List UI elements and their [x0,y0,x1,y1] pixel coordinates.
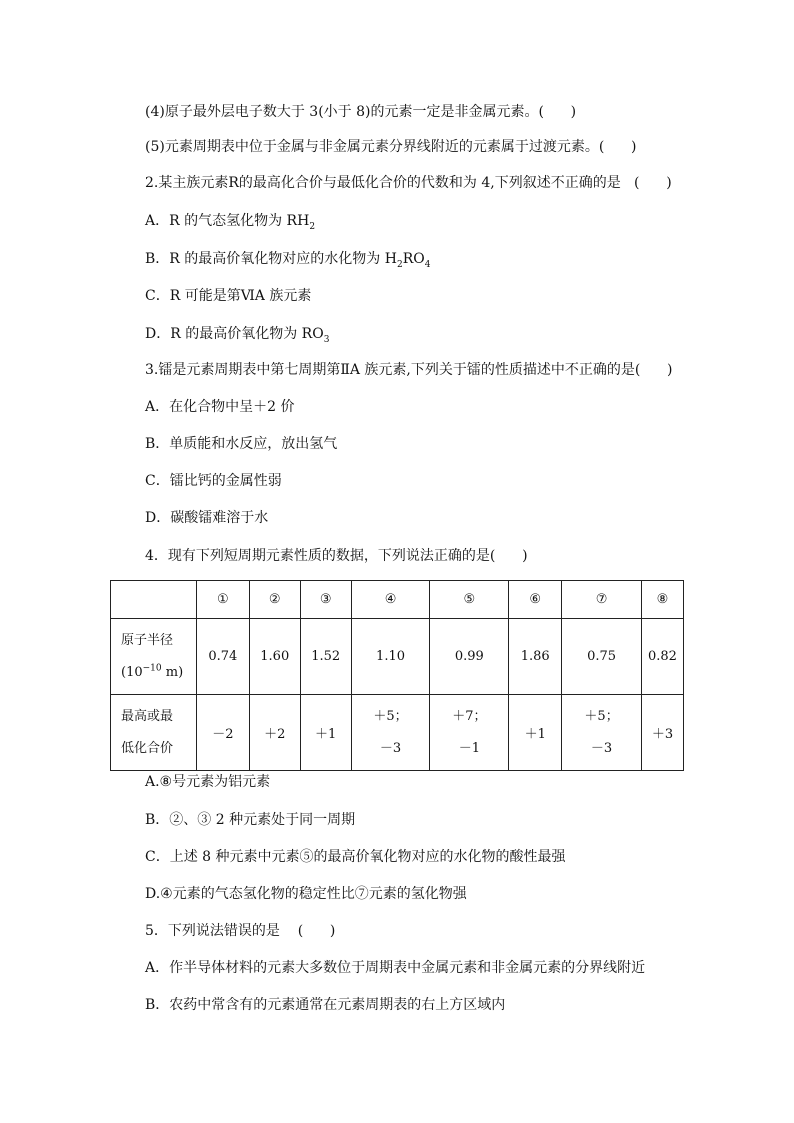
question-3-option-b: B．单质能和水反应，放出氢气 [145,436,338,452]
table-row-radius [111,619,684,695]
table-cell: 0.75 [562,619,642,695]
table-cell: 1.60 [249,619,300,695]
table-header-row [111,581,684,619]
question-1-item-5: (5)元素周期表中位于金属与非金属元素分界线附近的元素属于过渡元素。( ) [145,139,637,155]
question-2-option-c: C．R 可能是第ⅥA 族元素 [145,288,312,304]
table-row-valence [111,695,684,771]
table-cell: ＋1 [509,695,562,771]
table-cell: 1.52 [300,619,351,695]
table-cell: ＋5； －3 [562,695,642,771]
header-cell: ⑧ [641,581,683,619]
row-label-valence: 最高或最 低化合价 [111,695,197,771]
question-4-option-a: A.⑧号元素为铝元素 [145,774,271,790]
question-4-option-b: B．②、③ 2 种元素处于同一周期 [145,812,356,828]
question-4-stem: 4．现有下列短周期元素性质的数据，下列说法正确的是( ) [145,548,528,564]
question-1-item-4: (4)原子最外层电子数大于 3(小于 8)的元素一定是非金属元素。( ) [145,104,577,120]
question-4-option-c: C．上述 8 种元素中元素⑤的最高价氧化物对应的水化物的酸性最强 [145,849,566,865]
question-5-option-b: B．农药中常含有的元素通常在元素周期表的右上方区域内 [145,997,506,1013]
question-2-stem: 2.某主族元素R的最高化合价与最低化合价的代数和为 4,下列叙述不正确的是 ( ) [145,175,672,191]
table-cell: ＋1 [300,695,351,771]
header-cell: ⑥ [509,581,562,619]
table-cell: ＋7； －1 [430,695,509,771]
question-4-option-d: D.④元素的气态氢化物的稳定性比⑦元素的氢化物强 [145,886,467,902]
question-2-option-a: A．R 的气态氢化物为 $RH_2$ [145,213,316,232]
table-cell: 1.10 [351,619,430,695]
question-2-option-d: D．R 的最高价氧化物为 $RO_3$ [145,326,330,345]
table-cell: 0.99 [430,619,509,695]
row-label-radius: 原子半径 ($10^{-10}$ m) [111,619,197,695]
table-corner-cell [111,581,197,619]
question-5-stem: 5．下列说法错误的是 ( ) [145,923,336,939]
element-data-table [110,580,684,771]
table-cell: ＋2 [249,695,300,771]
question-3-option-d: D．碳酸镭难溶于水 [145,510,269,526]
question-5-option-a: A．作半导体材料的元素大多数位于周期表中金属元素和非金属元素的分界线附近 [145,960,646,976]
table-cell: 1.86 [509,619,562,695]
question-3-stem: 3.镭是元素周期表中第七周期第ⅡA 族元素,下列关于镭的性质描述中不正确的是( ) [145,362,673,378]
table-cell: ＋5； －3 [351,695,430,771]
table-cell: 0.74 [196,619,249,695]
question-3-option-c: C．镭比钙的金属性弱 [145,473,282,489]
header-cell: ⑦ [562,581,642,619]
table-cell: ＋3 [641,695,683,771]
table-cell: 0.82 [641,619,683,695]
header-cell: ① [196,581,249,619]
header-cell: ③ [300,581,351,619]
question-2-option-b: B．R 的最高价氧化物对应的水化物为 $H_2RO_4$ [145,251,431,270]
table-cell: －2 [196,695,249,771]
header-cell: ⑤ [430,581,509,619]
header-cell: ② [249,581,300,619]
question-3-option-a: A．在化合物中呈＋2 价 [145,399,295,415]
header-cell: ④ [351,581,430,619]
